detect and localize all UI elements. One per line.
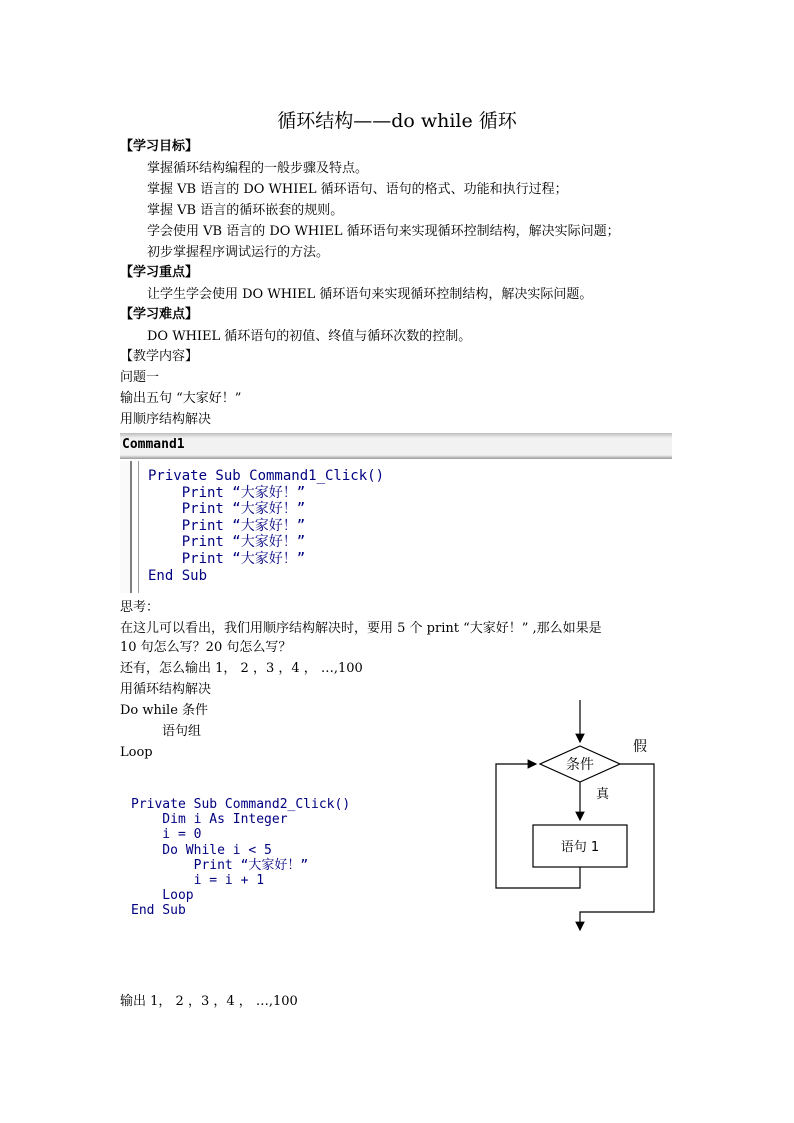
code-window-title: Command1 [122, 437, 185, 452]
code-line: Private Sub Command1_Click() [148, 468, 385, 484]
statement-label: 语句 1 [560, 840, 600, 855]
code-window-titlebar [120, 433, 672, 459]
code-line: Print “大家好！” [131, 857, 309, 873]
code-line: Print “大家好！” [148, 484, 306, 501]
loop-syntax: Loop [120, 745, 153, 760]
code-block-1 [148, 468, 384, 584]
code-line: Print “大家好！” [148, 534, 306, 551]
do-while-syntax: Do while 条件 [120, 703, 209, 718]
code-line: Loop [131, 888, 194, 904]
goals-heading: 【学习目标】 [120, 139, 199, 154]
code-line: End Sub [131, 903, 186, 919]
key-heading: 【学习重点】 [120, 265, 199, 280]
difficulty-heading: 【学习难点】 [120, 307, 199, 322]
condition-label: 条件 [566, 757, 594, 773]
sequential-label: 用顺序结构解决 [120, 412, 212, 427]
flowchart-diagram [490, 700, 665, 942]
think-label: 思考： [120, 600, 160, 615]
goal-item: 初步掌握程序调试运行的方法。 [147, 245, 330, 260]
code-line: End Sub [148, 567, 208, 584]
goal-item: 掌握循环结构编程的一般步骤及特点。 [147, 161, 369, 176]
code-margin-line [138, 461, 139, 593]
false-label: 假 [633, 739, 647, 755]
code-line: i = i + 1 [131, 873, 265, 889]
loop-solve-label: 用循环结构解决 [120, 682, 212, 697]
content-heading: 【教学内容】 [120, 349, 199, 364]
think-paragraph: 在这儿可以看出，我们用顺序结构解决时，要用 5 个 print “大家好！” ,那么如果是 [120, 621, 602, 636]
code-line: Do While i < 5 [131, 842, 272, 858]
code-line: i = 0 [131, 827, 202, 843]
goal-item: 掌握 VB 语言的循环嵌套的规则。 [147, 203, 344, 218]
code-line: Dim i As Integer [131, 812, 288, 828]
page-title: 循环结构——do while 循环 [277, 110, 517, 132]
code-window-command1 [120, 433, 672, 593]
true-label: 真 [596, 787, 610, 802]
think-paragraph-cont: 10 句怎么写？20 句怎么写？ [120, 640, 292, 655]
code-line: Print “大家好！” [148, 550, 306, 567]
output-task: 输出 1， 2 ，3 ，4 ， …,100 [120, 994, 298, 1009]
statements-syntax: 语句组 [162, 724, 202, 739]
goal-item: 掌握 VB 语言的 DO WHIEL 循环语句、语句的格式、功能和执行过程； [147, 182, 568, 197]
code-line: Print “大家好！” [148, 517, 306, 534]
code-gutter [120, 461, 132, 593]
think-question: 还有，怎么输出 1， 2 ，3 ，4 ， …,100 [120, 661, 363, 676]
goal-item: 学会使用 VB 语言的 DO WHIEL 循环语句来实现循环控制结构，解决实际问题； [147, 224, 620, 239]
code-block-2 [131, 797, 350, 919]
question-one: 问题一 [120, 370, 160, 385]
code-line: Private Sub Command2_Click() [131, 797, 351, 812]
question-one-task: 输出五句 “大家好！” [120, 391, 242, 406]
key-text: 让学生学会使用 DO WHIEL 循环语句来实现循环控制结构，解决实际问题。 [147, 287, 593, 302]
difficulty-text: DO WHIEL 循环语句的初值、终值与循环次数的控制。 [147, 329, 472, 344]
code-line: Print “大家好！” [148, 501, 306, 518]
